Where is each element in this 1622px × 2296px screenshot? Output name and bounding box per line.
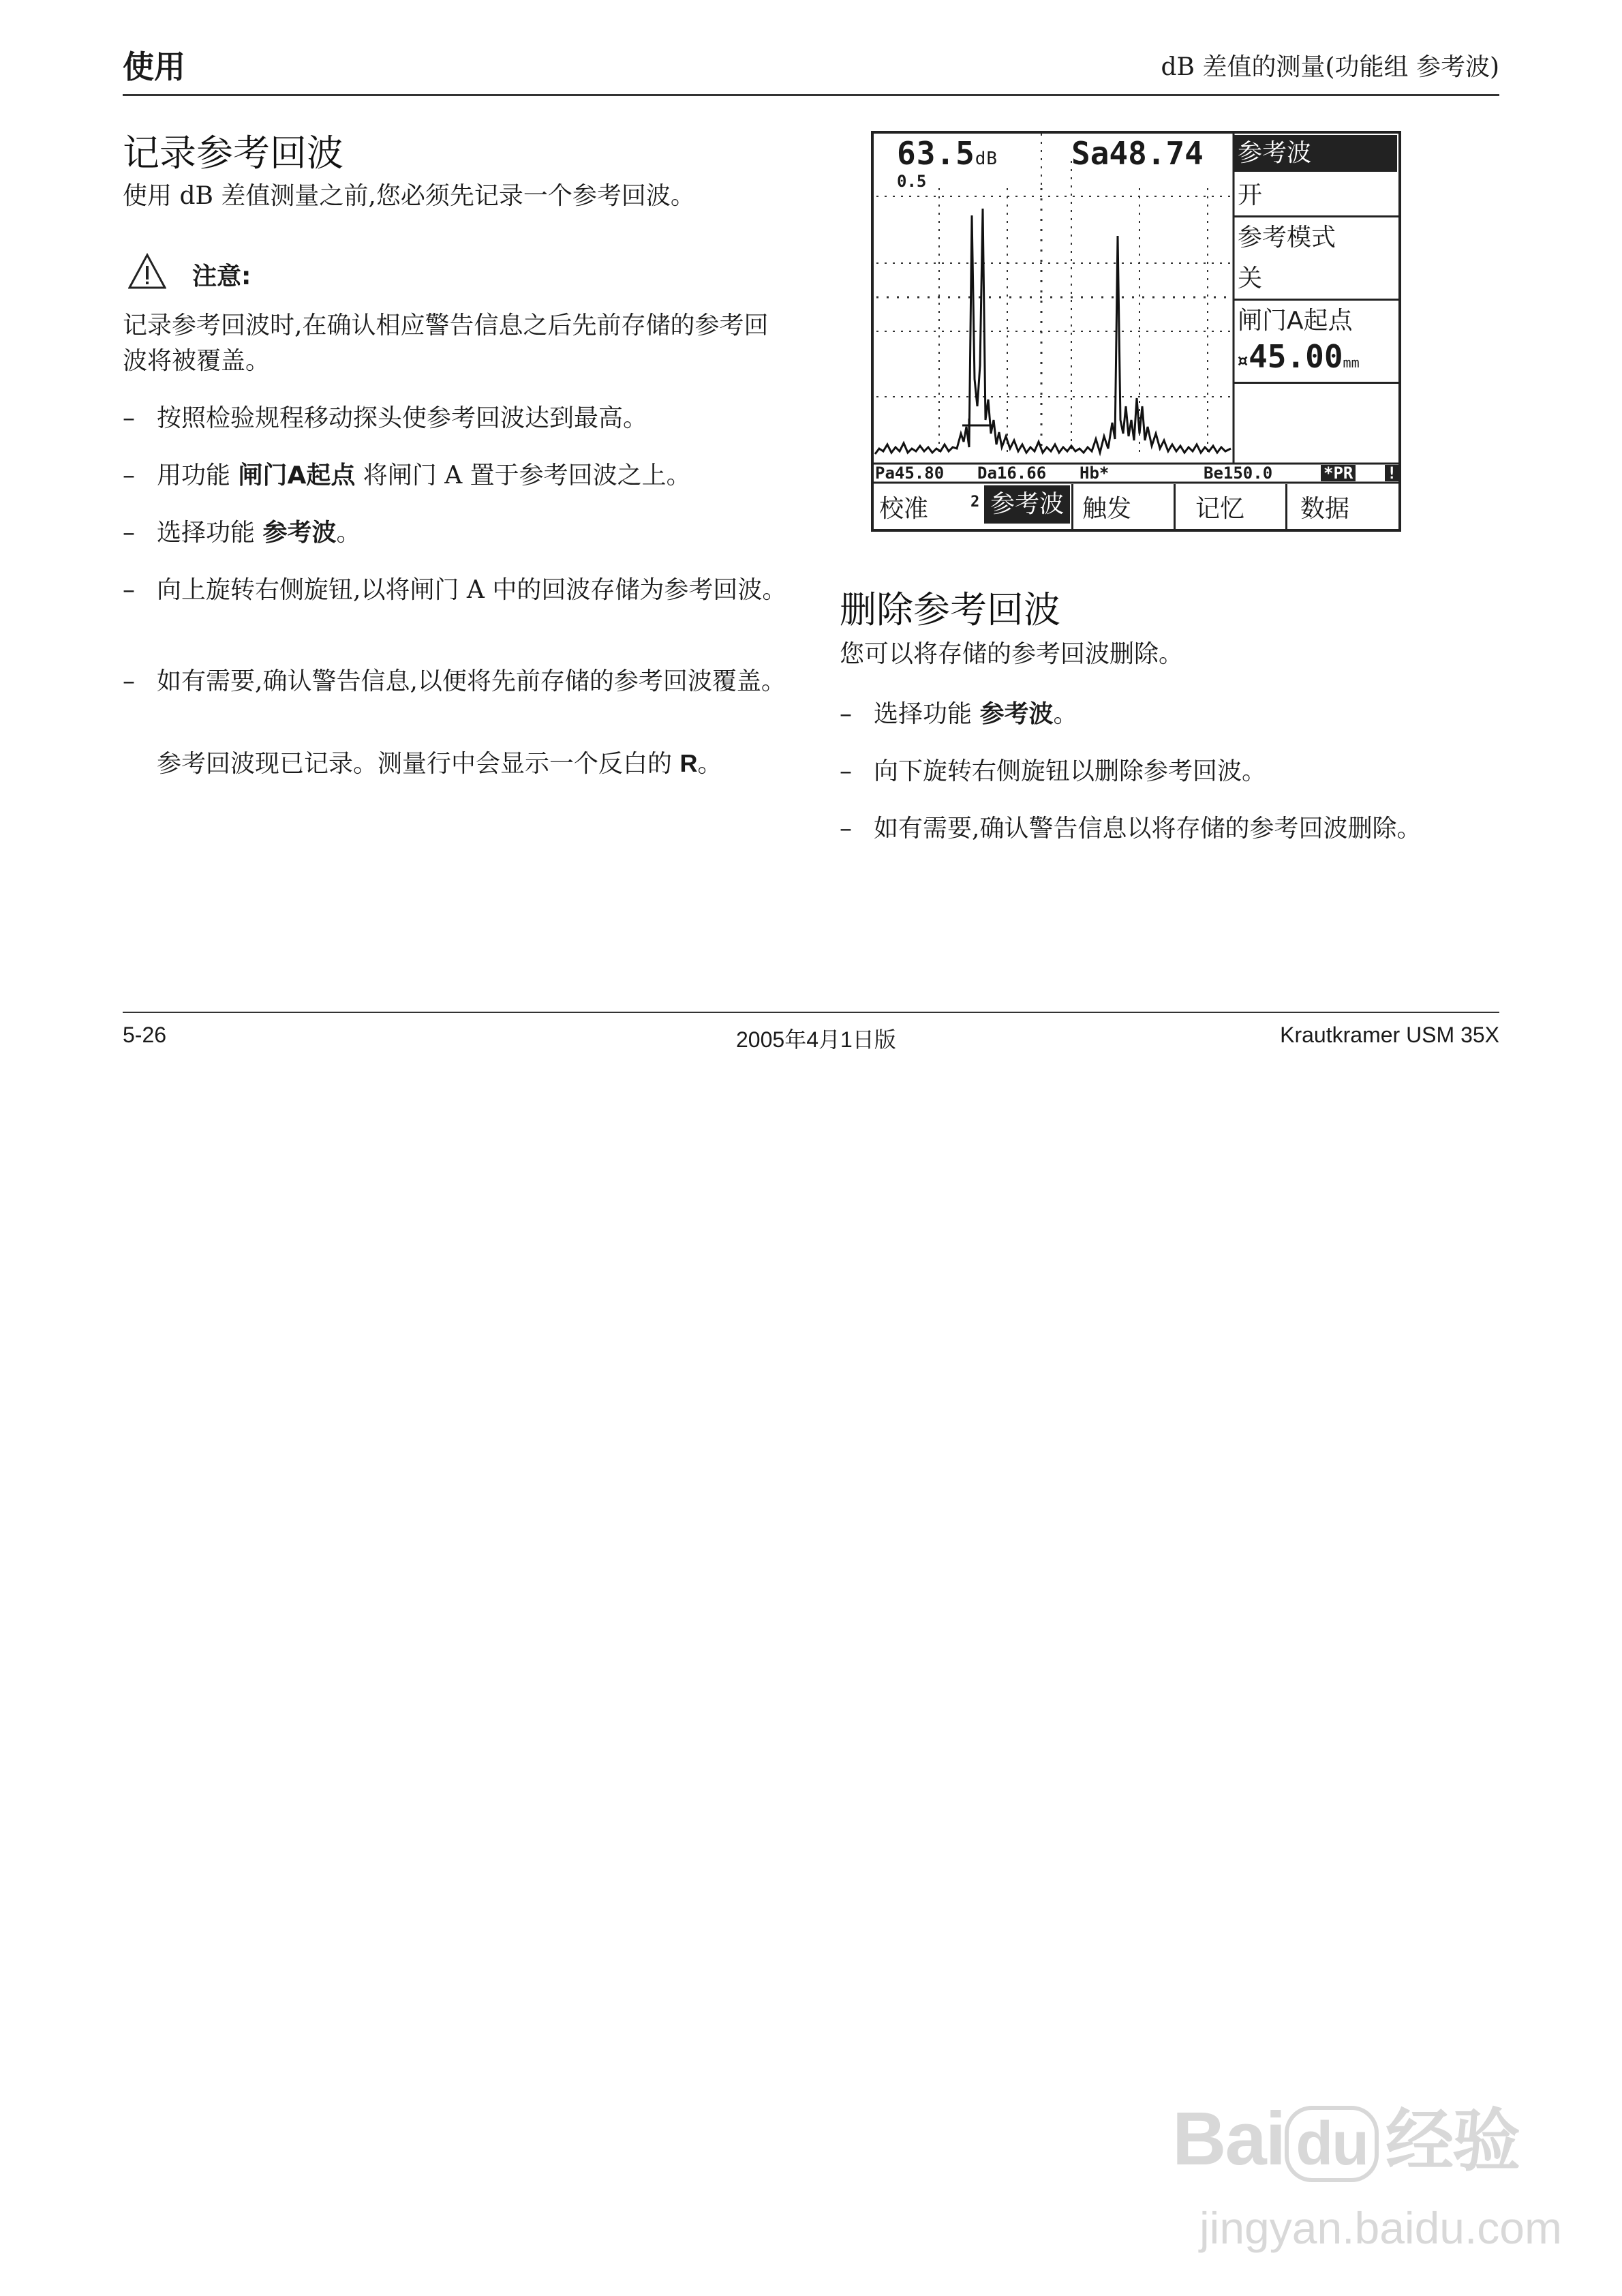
record-heading: 记录参考回波 xyxy=(123,132,343,175)
status-pa: Pa45.80 xyxy=(875,464,945,483)
step-text: 向下旋转右侧旋钮以删除参考回波。 xyxy=(874,757,1267,785)
tab-data[interactable]: 数据 xyxy=(1300,495,1350,523)
menu-item-gate-start[interactable]: 闸门A起点 xyxy=(1238,307,1353,335)
tab-divider xyxy=(1285,484,1287,529)
function-name: 参考波 xyxy=(262,519,337,547)
step-text: 按照检验规程移动探头使参考回波达到最高。 xyxy=(157,404,648,432)
tab-divider xyxy=(1071,484,1073,529)
side-menu xyxy=(1234,134,1398,464)
delete-step xyxy=(840,697,1494,735)
warning-icon xyxy=(128,252,166,290)
delete-step xyxy=(840,811,1494,849)
step-text: 用功能 xyxy=(157,462,239,489)
menu-divider xyxy=(1234,215,1398,217)
gain-unit: dB xyxy=(975,149,998,169)
bullet-dash: – xyxy=(840,815,852,843)
record-step xyxy=(123,515,845,554)
gate-start-number: 45.00 xyxy=(1249,338,1343,375)
tab-divider xyxy=(1174,484,1176,529)
function-name: 闸门A起点 xyxy=(238,462,356,489)
step-text: 。 xyxy=(336,519,361,547)
record-step xyxy=(123,401,845,439)
result-text: 参考回波现已记录。测量行中会显示一个反白的 xyxy=(157,750,680,778)
caution-label: 注意: xyxy=(192,262,251,290)
status-hb: Hb* xyxy=(1080,464,1110,483)
bullet-dash: – xyxy=(123,667,135,695)
sound-path-readout: Sa48.74 xyxy=(1071,135,1204,172)
caution-text: 记录参考回波时,在确认相应警告信息之后先前存储的参考回波将被覆盖。 xyxy=(123,312,769,375)
step-text: 选择功能 xyxy=(157,519,263,547)
bullet-dash: – xyxy=(123,462,135,489)
gain-value: 63.5 xyxy=(897,135,975,172)
gain-step: 0.5 xyxy=(897,172,927,191)
menu-item-ref-mode[interactable]: 参考模式 xyxy=(1238,224,1336,252)
reference-marker: R xyxy=(679,749,698,777)
header-rule xyxy=(123,94,1499,96)
watermark-url: jingyan.baidu.com xyxy=(1199,2203,1562,2253)
menu-value-off[interactable]: 关 xyxy=(1238,265,1263,292)
record-intro: 使用 dB 差值测量之前,您必须先记录一个参考回波。 xyxy=(123,182,695,210)
topic-title: dB 差值的测量(功能组 参考波) xyxy=(1161,53,1499,81)
menu-divider xyxy=(1234,299,1398,301)
tab-memory[interactable]: 记忆 xyxy=(1195,495,1245,523)
bullet-dash: – xyxy=(123,519,135,547)
bullet-dash: – xyxy=(840,700,852,728)
tab-trigger[interactable]: 触发 xyxy=(1082,495,1132,523)
record-step xyxy=(123,573,845,648)
step-text: 将闸门 A 置于参考回波之上。 xyxy=(355,462,691,489)
watermark-brand-badge: du xyxy=(1285,2106,1379,2182)
bullet-dash: – xyxy=(123,576,135,604)
step-text: 。 xyxy=(1053,700,1078,728)
record-result xyxy=(157,746,838,782)
gain-readout xyxy=(897,135,998,172)
product-name: Krautkramer USM 35X xyxy=(1280,1023,1499,1047)
step-text: 如有需要,确认警告信息,以便将先前存储的参考回波覆盖。 xyxy=(157,667,786,695)
bullet-dash: – xyxy=(840,757,852,785)
delete-intro: 您可以将存储的参考回波删除。 xyxy=(840,640,1184,668)
gate-adjust-icon: ¤ xyxy=(1236,349,1249,373)
record-step xyxy=(123,458,845,496)
step-text: 向上旋转右侧旋钮,以将闸门 A 中的回波存储为参考回波。 xyxy=(157,576,787,604)
section-title: 使用 xyxy=(123,48,185,85)
reference-badge: *PR xyxy=(1321,465,1356,481)
step-text: 如有需要,确认警告信息以将存储的参考回波删除。 xyxy=(874,815,1422,843)
bullet-dash: – xyxy=(123,404,135,432)
status-da: Da16.66 xyxy=(977,464,1047,483)
function-tabs xyxy=(874,484,1398,529)
baidu-watermark-logo xyxy=(1172,2086,1519,2184)
gate-start-value[interactable] xyxy=(1236,338,1360,375)
alert-icon: ! xyxy=(1385,465,1398,481)
function-name: 参考波 xyxy=(979,700,1054,728)
menu-value-on[interactable]: 开 xyxy=(1238,181,1263,209)
watermark-brand: Bai xyxy=(1172,2097,1285,2181)
measurement-line xyxy=(875,464,1397,483)
tab-group-index: 2 xyxy=(970,494,980,511)
menu-divider xyxy=(1234,382,1398,384)
footer-rule xyxy=(123,1012,1499,1013)
delete-heading: 删除参考回波 xyxy=(840,588,1060,631)
tab-reference[interactable]: 参考波 xyxy=(984,485,1070,524)
instrument-screen xyxy=(871,131,1401,532)
tab-calibration[interactable]: 校准 xyxy=(879,495,929,523)
status-be: Be150.0 xyxy=(1204,464,1273,483)
page-number: 5-26 xyxy=(123,1023,167,1047)
delete-step xyxy=(840,754,1494,792)
record-step xyxy=(123,664,845,739)
gate-start-unit: mm xyxy=(1343,354,1360,371)
result-text: 。 xyxy=(697,750,722,778)
step-text: 选择功能 xyxy=(874,700,980,728)
edition-date: 2005年4月1日版 xyxy=(736,1027,896,1052)
watermark-suffix: 经验 xyxy=(1386,2101,1520,2181)
menu-item-reference[interactable]: 参考波 xyxy=(1234,135,1397,172)
